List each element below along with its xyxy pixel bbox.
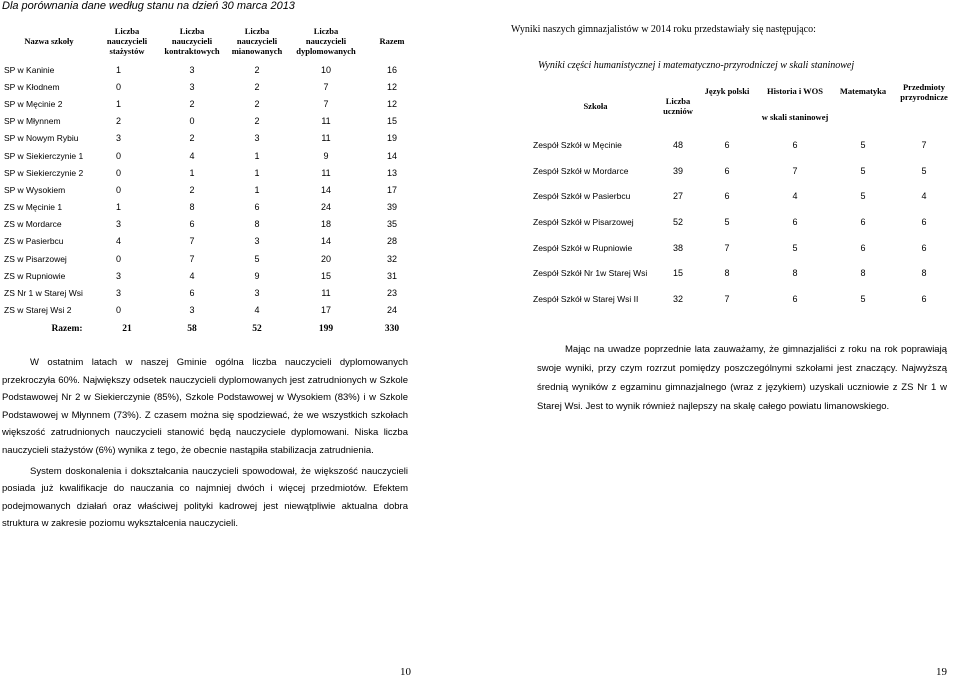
cell-value: 10 (320, 64, 331, 75)
table-row (0, 130, 418, 147)
table-row (533, 209, 956, 235)
cell-value: 14 (320, 236, 331, 247)
table-row (0, 284, 418, 301)
cell-value: 24 (320, 202, 331, 213)
total-value: 330 (384, 323, 400, 334)
cell-value: 6 (792, 139, 798, 150)
school-name: SP w Wysokiem (4, 184, 66, 195)
cell-value: 3 (189, 81, 195, 92)
cell-value: 1 (254, 150, 260, 161)
cell-value: 3 (189, 64, 195, 75)
header-mianowani: Liczba nauczycieli mianowanych (231, 25, 283, 56)
cell-value: 9 (254, 270, 260, 281)
cell-value: 14 (386, 150, 397, 161)
cell-value: 15 (320, 270, 331, 281)
table-row (0, 113, 418, 130)
cell-value: 11 (321, 288, 331, 299)
cell-value: 28 (386, 236, 397, 247)
cell-value: 5 (860, 139, 866, 150)
cell-value: 17 (320, 305, 331, 316)
header-historia: Historia i WOS (766, 86, 824, 96)
header-razem: Razem (379, 35, 405, 46)
cell-value: 20 (320, 253, 331, 264)
header-polski: Język polski (704, 86, 750, 96)
cell-value: 3 (254, 133, 260, 144)
cell-value: 16 (386, 64, 397, 75)
school-name: Zespół Szkół w Starej Wsi II (533, 293, 639, 304)
school-name: Zespół Szkół Nr 1w Starej Wsi (533, 268, 648, 279)
cell-value: 8 (792, 268, 798, 279)
cell-value: 4 (116, 236, 122, 247)
table-row (533, 235, 956, 261)
cell-value: 6 (254, 202, 260, 213)
school-name: SP w Siekierczynie 2 (4, 167, 84, 178)
cell-value: 7 (921, 139, 927, 150)
cell-value: 1 (189, 167, 195, 178)
paragraph: System doskonalenia i dokształcania nauczycieli spowodował, że większość nauczycieli posiada już kwalifikacje do nauczania co najmniej dwóch i więcej przedmiotów. Efektem podejmowanych działań oraz właściwej polityki kadrowej jest niewątpliwie aktualna dobra struktura w zakresie poziomu wykształcenia nauczycieli. (2, 465, 408, 529)
cell-value: 6 (921, 293, 927, 304)
cell-value: 23 (386, 288, 397, 299)
school-name: ZS w Pasierbcu (4, 236, 64, 247)
cell-value: 1 (116, 202, 122, 213)
total-value: 58 (187, 323, 197, 334)
school-name: ZS w Mordarce (4, 219, 62, 230)
school-name: ZS w Rupniowie (4, 270, 66, 281)
table-row (0, 164, 418, 181)
school-name: ZS Nr 1 w Starej Wsi (4, 288, 83, 299)
cell-value: 6 (860, 242, 866, 253)
cell-value: 1 (254, 184, 260, 195)
results-heading: Wyniki naszych gimnazjalistów w 2014 roku przedstawiały się następująco: (511, 24, 816, 35)
table-row (0, 78, 418, 95)
table-row (533, 132, 956, 158)
header-kontraktowi: Liczba nauczycieli kontraktowych (164, 25, 220, 56)
cell-value: 2 (254, 64, 260, 75)
cell-value: 52 (672, 216, 683, 227)
cell-value: 8 (860, 268, 866, 279)
teachers-commentary (2, 354, 408, 536)
cell-value: 31 (386, 270, 397, 281)
cell-value: 5 (860, 293, 866, 304)
cell-value: 7 (189, 253, 195, 264)
table-row (0, 216, 418, 233)
cell-value: 6 (724, 165, 730, 176)
table-row (0, 302, 418, 319)
cell-value: 6 (860, 216, 866, 227)
school-name: ZS w Męcinie 1 (4, 202, 63, 213)
cell-value: 8 (921, 268, 927, 279)
cell-value: 5 (921, 165, 927, 176)
cell-value: 4 (921, 191, 927, 202)
school-name: Zespół Szkół w Męcinie (533, 139, 622, 150)
cell-value: 48 (672, 139, 683, 150)
paragraph: Mając na uwadze poprzednie lata zauważamy, że gimnazjaliści z roku na rok poprawiają swoje wyniki, przy czym rozrzut pomiędzy poszczególnymi szkołami jest znaczący. Najwyższą średnią wyników z egzaminu gimnazjalnego (wraz z językiem) uzyskali uczniowie z ZS Nr 1 w Starej Wsi. Jest to wynik również najlepszy na skalę całego powiatu limanowskiego. (537, 344, 947, 412)
cell-value: 6 (792, 216, 798, 227)
table-row (533, 260, 956, 286)
cell-value: 3 (116, 219, 122, 230)
cell-value: 7 (323, 81, 329, 92)
cell-value: 6 (189, 219, 195, 230)
cell-value: 19 (386, 133, 397, 144)
table-row (0, 250, 418, 267)
cell-value: 0 (116, 167, 122, 178)
cell-value: 8 (724, 268, 730, 279)
paragraph: W ostatnim latach w naszej Gminie ogólna liczba nauczycieli dyplomowanych przekroczyła 60%. Największy odsetek nauczycieli dyplomowanych jest zatrudnionych w Szkole Podstawowej Nr 2 w Siekierczynie (85%), Szkole Podstawowej w Wysokiem (83%) i w Szkole Podstawowej w Młynnem (73%). Z czasem można się spodziewać, że we wszystkich szkołach większość zatrudnionych nauczycieli stanowić będą nauczyciele dyplomowani. Niska liczba nauczycieli stażystów (6%) wynika z tego, że obecnie nastąpiła stabilizacja zatrudnienia. (2, 357, 408, 456)
results-subheading: Wyniki części humanistycznej i matematyczno-przyrodniczej w skali staninowej (538, 60, 855, 71)
cell-value: 7 (724, 293, 730, 304)
total-value: 52 (252, 323, 262, 334)
page-header-title: Dla porównania dane według stanu na dzień 30 marca 2013 (2, 0, 295, 12)
cell-value: 39 (672, 165, 683, 176)
header-dyplomowani: Liczba nauczycieli dyplomowanych (296, 25, 356, 56)
school-name: SP w Kłodnem (4, 81, 60, 92)
cell-value: 32 (386, 253, 397, 264)
school-name: Zespół Szkół w Pisarzowej (533, 216, 634, 227)
cell-value: 38 (672, 242, 683, 253)
cell-value: 9 (323, 150, 329, 161)
cell-value: 2 (189, 98, 195, 109)
cell-value: 3 (116, 133, 122, 144)
cell-value: 6 (724, 139, 730, 150)
school-name: SP w Kaninie (4, 64, 55, 75)
table-row (0, 95, 418, 112)
header-przyrodnicze: Przedmioty przyrodnicze (900, 82, 948, 102)
table-row (533, 286, 956, 312)
cell-value: 3 (254, 288, 260, 299)
cell-value: 1 (116, 98, 122, 109)
school-name: SP w Nowym Rybiu (4, 133, 79, 144)
table-row (0, 147, 418, 164)
cell-value: 7 (792, 165, 798, 176)
cell-value: 0 (189, 116, 195, 127)
cell-value: 18 (320, 219, 331, 230)
cell-value: 0 (116, 184, 122, 195)
cell-value: 4 (254, 305, 260, 316)
cell-value: 2 (254, 116, 260, 127)
cell-value: 3 (116, 270, 122, 281)
cell-value: 5 (724, 216, 730, 227)
cell-value: 2 (189, 133, 195, 144)
cell-value: 12 (386, 81, 397, 92)
school-name: Zespół Szkół w Pasierbcu (533, 191, 631, 202)
cell-value: 5 (860, 165, 866, 176)
header-liczba-uczniow: Liczba uczniów (663, 96, 693, 116)
total-label: Razem: (51, 323, 83, 334)
cell-value: 24 (386, 305, 397, 316)
table-row (0, 181, 418, 198)
table-row (0, 267, 418, 284)
header-matematyka: Matematyka (839, 86, 887, 96)
cell-value: 5 (860, 191, 866, 202)
cell-value: 1 (116, 64, 122, 75)
total-value: 199 (318, 323, 334, 334)
cell-value: 17 (386, 184, 397, 195)
cell-value: 8 (254, 219, 260, 230)
school-name: SP w Męcinie 2 (4, 98, 63, 109)
exam-results-table (533, 80, 959, 312)
cell-value: 11 (321, 133, 331, 144)
header-stazysci: Liczba nauczycieli stażystów (106, 25, 148, 56)
cell-value: 11 (321, 167, 331, 178)
cell-value: 4 (189, 150, 195, 161)
cell-value: 11 (321, 116, 331, 127)
table-row (533, 183, 956, 209)
school-name: ZS w Starej Wsi 2 (4, 305, 72, 316)
table-row (0, 233, 418, 250)
cell-value: 27 (672, 191, 683, 202)
header-school-name: Nazwa szkoły (24, 35, 74, 46)
cell-value: 8 (189, 202, 195, 213)
results-commentary (537, 340, 947, 416)
table-row (0, 61, 418, 78)
cell-value: 2 (254, 98, 260, 109)
total-row (0, 319, 418, 339)
cell-value: 15 (386, 116, 397, 127)
cell-value: 6 (792, 293, 798, 304)
cell-value: 7 (724, 242, 730, 253)
cell-value: 32 (672, 293, 683, 304)
cell-value: 0 (116, 150, 122, 161)
header-skala: w skali staninowej (761, 112, 829, 122)
school-name: Zespół Szkół w Rupniowie (533, 242, 633, 253)
cell-value: 5 (254, 253, 260, 264)
page-number-right: 19 (936, 666, 947, 678)
cell-value: 0 (116, 253, 122, 264)
cell-value: 6 (189, 288, 195, 299)
school-name: ZS w Pisarzowej (4, 253, 67, 264)
cell-value: 13 (386, 167, 397, 178)
cell-value: 7 (189, 236, 195, 247)
cell-value: 6 (921, 242, 927, 253)
header-szkola: Szkoła (583, 101, 608, 111)
table-row (533, 158, 956, 184)
cell-value: 0 (116, 305, 122, 316)
school-name: SP w Młynnem (4, 116, 61, 127)
cell-value: 12 (386, 98, 397, 109)
cell-value: 6 (724, 191, 730, 202)
page-number-left: 10 (400, 666, 411, 678)
cell-value: 6 (921, 216, 927, 227)
teachers-table (0, 20, 418, 339)
cell-value: 4 (189, 270, 195, 281)
cell-value: 3 (254, 236, 260, 247)
cell-value: 2 (189, 184, 195, 195)
cell-value: 35 (386, 219, 397, 230)
cell-value: 7 (323, 98, 329, 109)
cell-value: 2 (254, 81, 260, 92)
total-value: 21 (122, 323, 132, 334)
table-row (0, 199, 418, 216)
cell-value: 0 (116, 81, 122, 92)
cell-value: 3 (116, 288, 122, 299)
cell-value: 15 (672, 268, 683, 279)
cell-value: 14 (320, 184, 331, 195)
school-name: SP w Siekierczynie 1 (4, 150, 84, 161)
teachers-table-header (0, 20, 418, 61)
cell-value: 3 (189, 305, 195, 316)
cell-value: 4 (792, 191, 798, 202)
school-name: Zespół Szkół w Mordarce (533, 165, 629, 176)
cell-value: 1 (254, 167, 260, 178)
cell-value: 5 (792, 242, 798, 253)
cell-value: 39 (386, 202, 397, 213)
cell-value: 2 (116, 116, 122, 127)
